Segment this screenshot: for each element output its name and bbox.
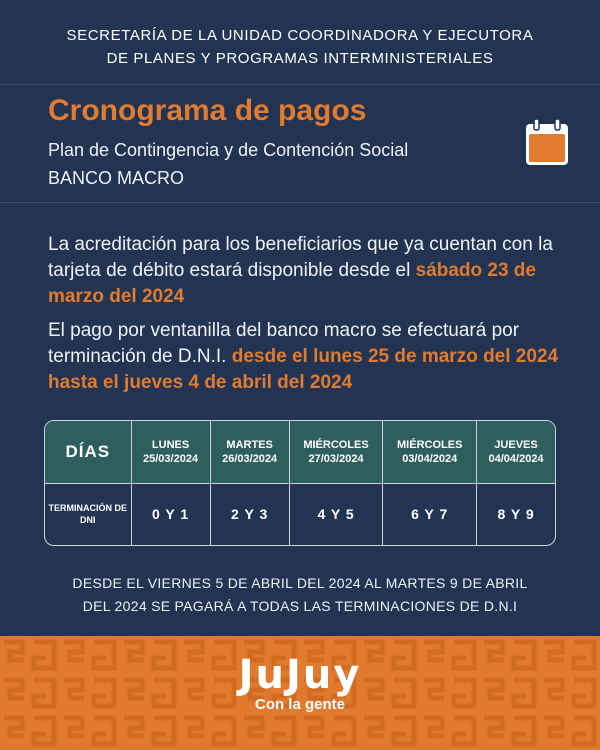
day-name: LUNES [151, 438, 190, 451]
termination-value: 2 Y 3 [210, 483, 289, 545]
general-payment-notice [0, 572, 600, 618]
day-column-3 [289, 421, 383, 483]
window-payment-dates: desde el lunes 25 de marzo del 2024 hasta el jueves 4 de abril del 2024 [48, 346, 559, 393]
termination-label: TERMINACIÓN DE DNI [45, 483, 131, 545]
day-name: JUEVES [494, 438, 538, 451]
window-payment-paragraph [48, 318, 588, 396]
day-name: MARTES [226, 438, 273, 451]
accreditation-text: La acreditación para los beneficiarios que ya cuentan con la tarjeta de débito estará disponible desde el [48, 234, 553, 281]
title-block [48, 92, 408, 192]
jujuy-logo [0, 652, 600, 713]
day-column-4 [383, 421, 477, 483]
days-header: DÍAS [45, 421, 131, 483]
table-header-row [45, 421, 555, 483]
day-date: 25/03/2024 [143, 452, 199, 465]
termination-value: 8 Y 9 [477, 483, 555, 545]
termination-value: 6 Y 7 [383, 483, 477, 545]
day-date: 26/03/2024 [222, 452, 278, 465]
page-title: Cronograma de pagos [48, 94, 367, 127]
window-payment-text: El pago por ventanilla del banco macro se efectuará por terminación de D.N.I. [48, 320, 520, 367]
ministry-header-line1: SECRETARÍA DE LA UNIDAD COORDINADORA Y EJECUTORA [66, 27, 534, 44]
day-column-2 [210, 421, 289, 483]
ministry-header-line2: DE PLANES Y PROGRAMAS INTERMINISTERIALES [106, 50, 494, 67]
day-name: MIÉRCOLES [303, 438, 369, 451]
day-column-1 [131, 421, 210, 483]
day-column-5 [477, 421, 555, 483]
termination-value: 4 Y 5 [289, 483, 383, 545]
day-date: 03/04/2024 [402, 452, 458, 465]
notice-line1: DESDE EL VIERNES 5 DE ABRIL DEL 2024 AL MARTES 9 DE ABRIL [72, 575, 528, 591]
ministry-header [0, 0, 600, 84]
header-divider [0, 84, 600, 85]
day-date: 27/03/2024 [308, 452, 364, 465]
bank-name: BANCO MACRO [48, 168, 185, 188]
notice-line2: DEL 2024 SE PAGARÁ A TODAS LAS TERMINACIONES DE D.N.I [82, 598, 518, 614]
termination-value: 0 Y 1 [131, 483, 210, 545]
logo-tagline: Con la gente [254, 696, 345, 713]
logo-wordmark: JuJuy [238, 652, 362, 698]
accreditation-paragraph [48, 232, 578, 310]
accreditation-date: sábado 23 de marzo del 2024 [48, 260, 536, 307]
title-divider [0, 202, 600, 203]
day-name: MIÉRCOLES [397, 438, 463, 451]
page-subtitle: Plan de Contingencia y de Contención Social [48, 140, 409, 160]
payment-schedule-table [44, 420, 556, 546]
day-date: 04/04/2024 [488, 452, 544, 465]
calendar-icon [525, 118, 569, 166]
table-row [45, 483, 555, 545]
